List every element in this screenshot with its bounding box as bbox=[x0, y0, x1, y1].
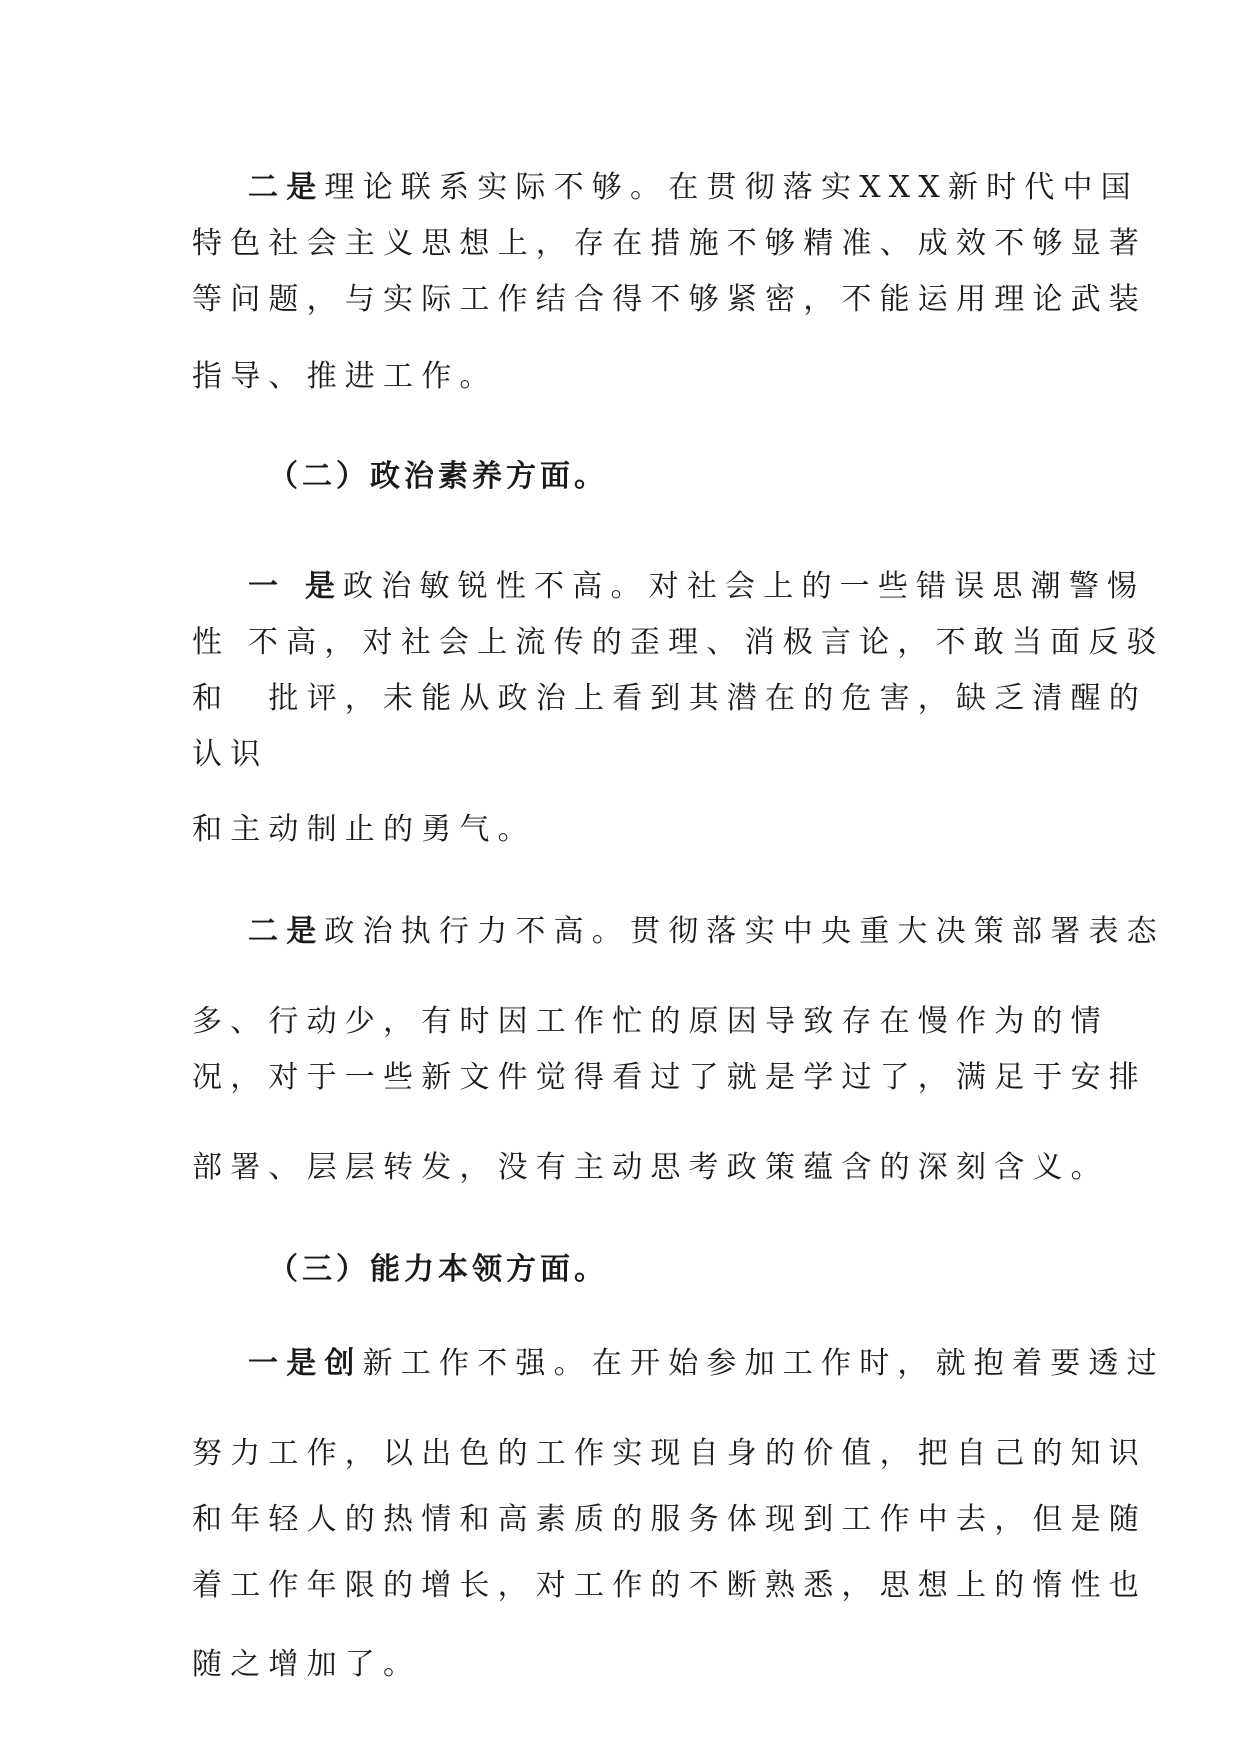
paragraph-line bbox=[192, 1645, 421, 1685]
paragraph-line bbox=[248, 912, 1165, 952]
line-text: 指导、推进工作。 bbox=[192, 359, 498, 394]
line-text: 理论联系实际不够。在贯彻落实XXX新时代中国 bbox=[324, 170, 1139, 205]
heading-text: （二）政治素养方面。 bbox=[268, 459, 608, 494]
section-heading bbox=[268, 1250, 608, 1290]
lead-text: 一是创 bbox=[248, 1346, 363, 1381]
line-text: 政治敏锐性不高。对社会上的一些错误思潮警惕 bbox=[343, 569, 1146, 604]
line-text: 着工作年限的增长，对工作的不断熟悉，思想上的惰性也 bbox=[192, 1568, 1147, 1603]
paragraph-line bbox=[192, 623, 1165, 663]
line-text: 等问题，与实际工作结合得不够紧密，不能运用理论武装 bbox=[192, 282, 1147, 317]
paragraph-line bbox=[192, 1002, 1109, 1042]
line-text: 努力工作，以出色的工作实现自身的价值，把自己的知识 bbox=[192, 1436, 1147, 1471]
section-heading bbox=[268, 457, 608, 497]
line-text: 部署、层层转发，没有主动思考政策蕴含的深刻含义。 bbox=[192, 1150, 1109, 1185]
paragraph-line bbox=[192, 1058, 1147, 1098]
paragraph-line bbox=[192, 1500, 1147, 1540]
lead-text: 二是 bbox=[248, 914, 325, 949]
paragraph-line bbox=[248, 567, 1145, 607]
lead-text: 一 是 bbox=[248, 569, 344, 604]
line-text: 况，对于一些新文件觉得看过了就是学过了，满足于安排 bbox=[192, 1060, 1147, 1095]
line-text: 新工作不强。在开始参加工作时，就抱着要透过 bbox=[362, 1346, 1165, 1381]
paragraph-line bbox=[192, 1148, 1109, 1188]
line-text: 和年轻人的热情和高素质的服务体现到工作中去，但是随 bbox=[192, 1502, 1147, 1537]
paragraph-line bbox=[192, 735, 268, 775]
line-text: 性 不高，对社会上流传的歪理、消极言论，不敢当面反驳 bbox=[192, 625, 1165, 660]
paragraph-line bbox=[192, 810, 536, 850]
paragraph-line bbox=[192, 1566, 1147, 1606]
line-text: 认识 bbox=[192, 737, 269, 772]
heading-text: （三）能力本领方面。 bbox=[268, 1252, 608, 1287]
paragraph-line bbox=[192, 224, 1147, 264]
paragraph-line bbox=[248, 168, 1139, 208]
paragraph-line bbox=[192, 357, 498, 397]
line-text: 特色社会主义思想上，存在措施不够精准、成效不够显著 bbox=[192, 226, 1147, 261]
paragraph-line bbox=[248, 1344, 1165, 1384]
line-text: 随之增加了。 bbox=[192, 1647, 422, 1682]
line-text: 和 批评，未能从政治上看到其潜在的危害，缺乏清醒的 bbox=[192, 681, 1147, 716]
line-text: 政治执行力不高。贯彻落实中央重大决策部署表态 bbox=[324, 914, 1165, 949]
paragraph-line bbox=[192, 1434, 1147, 1474]
line-text: 多、行动少，有时因工作忙的原因导致存在慢作为的情 bbox=[192, 1004, 1109, 1039]
line-text: 和主动制止的勇气。 bbox=[192, 812, 536, 847]
paragraph-line bbox=[192, 280, 1147, 320]
lead-text: 二是 bbox=[248, 170, 325, 205]
paragraph-line bbox=[192, 679, 1147, 719]
